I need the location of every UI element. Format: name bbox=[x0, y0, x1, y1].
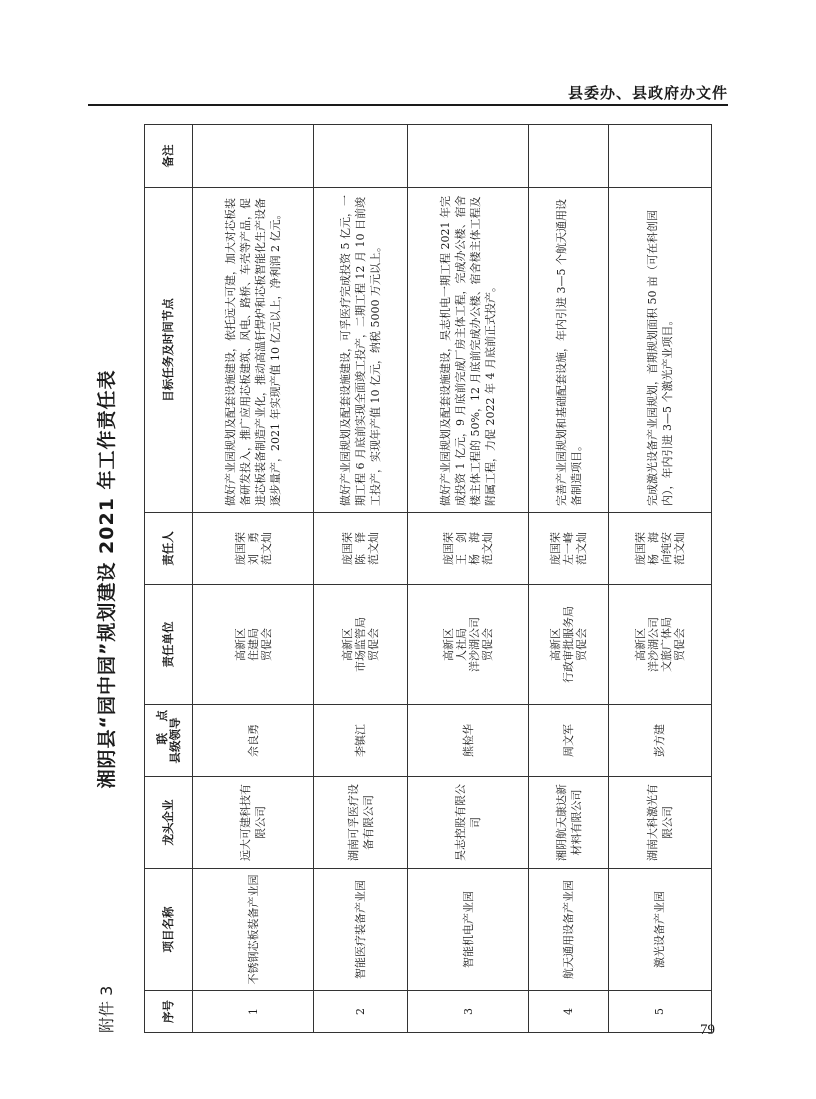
header-project: 项目名称 bbox=[145, 869, 193, 991]
annex-label: 附件 3 bbox=[97, 985, 116, 1033]
cell-persons-line: 左一峰 bbox=[562, 532, 576, 565]
cell-units bbox=[408, 585, 529, 705]
cell-remark bbox=[608, 125, 711, 188]
cell-project: 智能医疗装备产业园 bbox=[314, 869, 408, 991]
cell-enterprise: 远大可建科技有限公司 bbox=[193, 777, 314, 869]
cell-remark bbox=[529, 125, 609, 188]
cell-units-line: 贸促会 bbox=[575, 628, 589, 661]
table-row bbox=[408, 125, 529, 1033]
cell-persons-line: 范文灿 bbox=[672, 532, 686, 565]
cell-persons-line: 庞国荣 bbox=[233, 532, 247, 565]
cell-units-line: 贸促会 bbox=[672, 628, 686, 661]
cell-project: 不锈钢芯板装备产业园 bbox=[193, 869, 314, 991]
cell-target: 做好产业园规划及配套设施建设，依托远大可建，加大对芯板装备研发投入，推广应用芯板建筑、风电、路桥、车壳等产品，促进芯板装备制造产业化，推动高温钎焊炉和芯板智能化生产设备逐步量产，2021 年实现产值 10 亿元以上，净利润 2 亿元。 bbox=[193, 188, 314, 513]
cell-units-line: 高新区 bbox=[442, 628, 456, 661]
cell-enterprise: 湘阴航天康达新材料有限公司 bbox=[529, 777, 609, 869]
cell-persons bbox=[608, 513, 711, 585]
cell-units-line: 行政审批服务局 bbox=[562, 606, 576, 683]
cell-units-line: 洋沙湖公司 bbox=[468, 617, 482, 672]
cell-persons bbox=[193, 513, 314, 585]
cell-persons-line: 庞国荣 bbox=[633, 532, 647, 565]
cell-persons bbox=[529, 513, 609, 585]
cell-units-line: 高新区 bbox=[633, 628, 647, 661]
cell-leader: 李镇江 bbox=[314, 705, 408, 777]
header-person: 责任人 bbox=[145, 513, 193, 585]
cell-seq: 3 bbox=[408, 991, 529, 1033]
cell-remark bbox=[408, 125, 529, 188]
cell-target: 完成激光设备产业园规划，首期规划面积 50 亩（可在科创园内），年内引进 3—5 个激光产业项目。 bbox=[608, 188, 711, 513]
cell-seq: 1 bbox=[193, 991, 314, 1033]
table-header-row bbox=[145, 125, 193, 1033]
table-row bbox=[529, 125, 609, 1033]
cell-leader: 熊检华 bbox=[408, 705, 529, 777]
cell-remark bbox=[314, 125, 408, 188]
cell-persons-line: 王 剑 bbox=[455, 532, 469, 565]
cell-units-line: 洋沙湖公司 bbox=[646, 617, 660, 672]
cell-persons-line: 范文灿 bbox=[575, 532, 589, 565]
cell-persons-line: 庞国荣 bbox=[549, 532, 563, 565]
cell-remark bbox=[193, 125, 314, 188]
cell-seq: 5 bbox=[608, 991, 711, 1033]
cell-enterprise: 昊志控股有限公司 bbox=[408, 777, 529, 869]
cell-units-line: 贸促会 bbox=[481, 628, 495, 661]
cell-units-line: 高新区 bbox=[341, 628, 355, 661]
cell-persons-line: 陈 铎 bbox=[354, 532, 368, 565]
table-row bbox=[608, 125, 711, 1033]
document-title: 湘阴县“园中园”规划建设 2021 年工作责任表 bbox=[96, 369, 118, 789]
cell-target: 做好产业园规划及配套设施建设，可孚医疗完成投资 5 亿元，一期工程 6 月底前实现全面竣工投产，二期工程 12 月 10 日前竣工投产，实现年产值 10 亿元，纳税 5000 万元以上。 bbox=[314, 188, 408, 513]
cell-seq: 4 bbox=[529, 991, 609, 1033]
table-body bbox=[193, 125, 712, 1033]
table-row bbox=[193, 125, 314, 1033]
cell-persons-line: 庞国荣 bbox=[341, 532, 355, 565]
cell-target: 完善产业园规划和基础配套设施，年内引进 3—5 个航天通用设备制造项目。 bbox=[529, 188, 609, 513]
cell-units bbox=[529, 585, 609, 705]
cell-persons bbox=[408, 513, 529, 585]
responsibility-table bbox=[144, 124, 712, 1033]
header-divider bbox=[88, 104, 728, 106]
cell-leader: 佘良勇 bbox=[193, 705, 314, 777]
cell-persons-line: 向纯安 bbox=[659, 532, 673, 565]
header-unit: 责任单位 bbox=[145, 585, 193, 705]
cell-project: 激光设备产业园 bbox=[608, 869, 711, 991]
header-leader-line1: 联 点 bbox=[154, 710, 169, 745]
cell-units-line: 高新区 bbox=[233, 628, 247, 661]
cell-enterprise: 湖南大科激光有限公司 bbox=[608, 777, 711, 869]
cell-enterprise: 湖南可孚医疗设备有限公司 bbox=[314, 777, 408, 869]
table-row bbox=[314, 125, 408, 1033]
header-enterprise: 龙头企业 bbox=[145, 777, 193, 869]
header-target: 目标任务及时间节点 bbox=[145, 188, 193, 513]
cell-leader: 周文军 bbox=[529, 705, 609, 777]
cell-project: 智能机电产业园 bbox=[408, 869, 529, 991]
cell-persons-line: 庞国荣 bbox=[442, 532, 456, 565]
cell-units bbox=[314, 585, 408, 705]
header-leader-line2: 县级领导 bbox=[167, 717, 182, 764]
cell-persons-line: 范文灿 bbox=[259, 532, 273, 565]
cell-persons-line: 范文灿 bbox=[367, 532, 381, 565]
header-seq: 序号 bbox=[145, 991, 193, 1033]
cell-persons-line: 范文灿 bbox=[481, 532, 495, 565]
cell-persons bbox=[314, 513, 408, 585]
cell-units-line: 高新区 bbox=[549, 628, 563, 661]
cell-leader: 彭方建 bbox=[608, 705, 711, 777]
cell-persons-line: 刘 勇 bbox=[246, 532, 260, 565]
rotated-landscape-page bbox=[92, 125, 712, 1033]
cell-units-line: 住建局 bbox=[246, 628, 260, 661]
cell-units-line: 文旅广体局 bbox=[659, 617, 673, 672]
page-number: 79 bbox=[700, 1022, 715, 1038]
cell-persons-line: 杨 海 bbox=[468, 532, 482, 565]
cell-persons-line: 杨 海 bbox=[646, 532, 660, 565]
cell-seq: 2 bbox=[314, 991, 408, 1033]
cell-target: 做好产业园规划及配套设施建设，昊志机电一期工程 2021 年完成投资 1 亿元，9 月底前完成厂房主体工程，完成办公楼、宿舍楼主体工程的 50%，12 月底前完成办公楼、宿舍楼主体工程及附属工程，力促 2022 年 4 月底前正式投产。 bbox=[408, 188, 529, 513]
cell-units-line: 市场监管局 bbox=[354, 617, 368, 672]
cell-units-line: 贸促会 bbox=[367, 628, 381, 661]
cell-units-line: 人社局 bbox=[455, 628, 469, 661]
cell-units bbox=[193, 585, 314, 705]
header-remark: 备注 bbox=[145, 125, 193, 188]
cell-project: 航天通用设备产业园 bbox=[529, 869, 609, 991]
document-header-title: 县委办、县政府办文件 bbox=[567, 84, 728, 102]
cell-units bbox=[608, 585, 711, 705]
header-leader bbox=[145, 705, 193, 777]
cell-units-line: 贸促会 bbox=[259, 628, 273, 661]
